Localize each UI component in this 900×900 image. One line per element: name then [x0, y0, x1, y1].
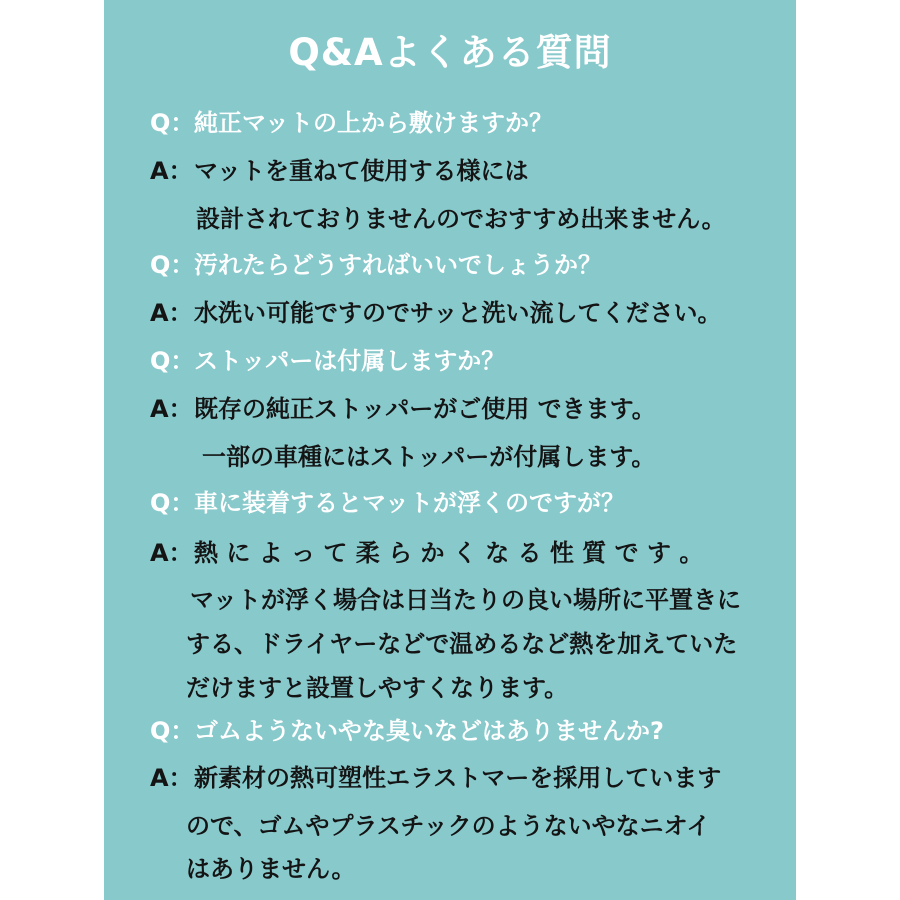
answer-text: 熱 に よ っ て 柔 ら か く な る 性 質 で す 。 — [194, 539, 704, 567]
question-4 — [150, 483, 625, 518]
answer-marker: A： — [150, 764, 193, 792]
answer-4-line-3: する、ドライヤーなどで温めるなど熱を加えていた — [186, 630, 738, 658]
page-title: Q&Aよくある質問 — [288, 31, 612, 74]
answer-marker: A： — [150, 395, 193, 423]
question-5 — [150, 711, 664, 746]
answer-5-line-2: ので、ゴムやプラスチックのようないやなニオイ — [186, 812, 711, 840]
question-marker: Q： — [150, 489, 195, 517]
question-2 — [150, 245, 602, 280]
answer-5-line-3: はありません。 — [186, 855, 356, 883]
answer-marker: A： — [150, 299, 193, 327]
answer-marker: A： — [150, 157, 193, 185]
question-text: 純正マットの上から敷けますか？ — [194, 109, 554, 137]
question-text: 汚れたらどうすればいいでしょうか？ — [194, 251, 602, 279]
question-text: 車に装着するとマットが浮くのですが？ — [194, 489, 626, 517]
answer-2 — [150, 293, 722, 328]
answer-text: 既存の純正ストッパーがご使用 できます。 — [194, 395, 656, 423]
question-text: ストッパーは付属しますか？ — [194, 347, 506, 375]
answer-4-line-2: マットが浮く場合は日当たりの良い場所に平置きに — [190, 586, 742, 614]
answer-text: マットを重ねて使用する様には — [194, 157, 529, 185]
question-text: ゴムようないやな臭いなどはありませんか? — [194, 717, 664, 745]
question-3 — [150, 341, 505, 376]
question-1 — [150, 103, 553, 138]
answer-4 — [150, 533, 703, 568]
answer-4-line-4: だけますと設置しやすくなります。 — [186, 674, 569, 702]
question-marker: Q： — [150, 251, 195, 279]
answer-text: 新素材の熱可塑性エラストマーを採用しています — [194, 764, 722, 792]
question-marker: Q： — [150, 109, 195, 137]
question-marker: Q： — [150, 347, 195, 375]
answer-text: 水洗い可能ですのでサッと洗い流してください。 — [194, 299, 722, 327]
answer-5 — [150, 758, 721, 793]
question-marker: Q： — [150, 717, 195, 745]
answer-3 — [150, 389, 656, 424]
answer-1-line-2: 設計されておりませんのでおすすめ出来ません。 — [196, 205, 726, 233]
answer-1 — [150, 151, 528, 186]
faq-panel — [104, 0, 796, 900]
answer-marker: A： — [150, 539, 193, 567]
answer-3-line-2: 一部の車種にはストッパーが付属します。 — [202, 443, 656, 471]
